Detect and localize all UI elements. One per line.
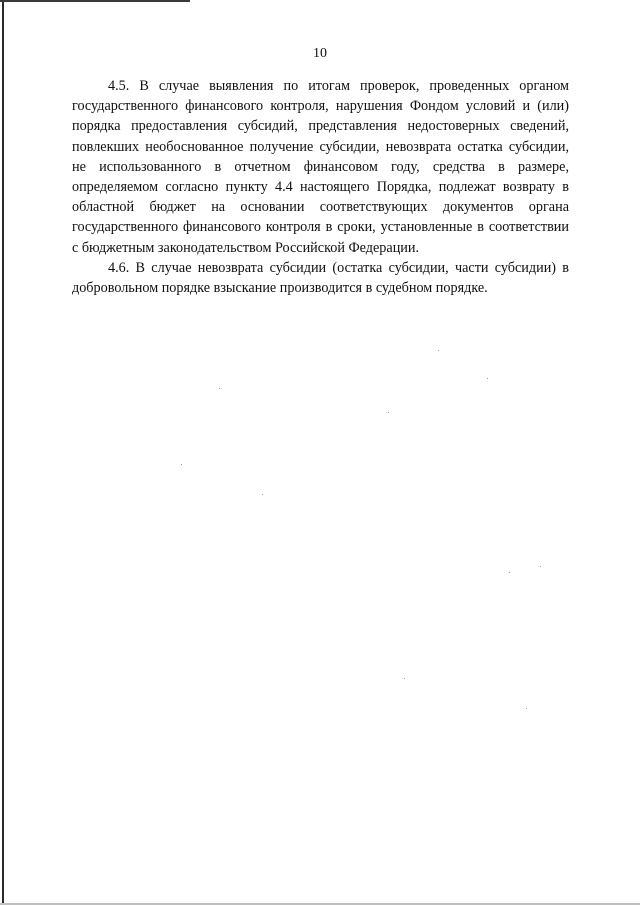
- scan-left-edge: [2, 0, 4, 905]
- document-body: [72, 76, 569, 298]
- scan-top-edge: [0, 0, 190, 2]
- scan-speck: [487, 378, 488, 379]
- scan-speck: [540, 566, 541, 567]
- scan-speck: [262, 494, 263, 495]
- scan-speck: [388, 412, 389, 413]
- scan-speck: [219, 388, 220, 389]
- page-number: 10: [313, 46, 327, 61]
- paragraph-4-5: 4.5. В случае выявления по итогам проверок, проведенных органом государственного финансового контроля, нарушения Фондом условий и (или) порядка предоставления субсидий, представления недостоверных сведений, повлекших необоснованное получение субсидии, невозврата остатка субсидии, не использованного в отчетном финансовом году, средства в размере, определяемом согласно пункту 4.4 настоящего Порядка, подлежат возврату в областной бюджет на основании соответствующих документов органа государственного финансового контроля в сроки, установленные в соответствии с бюджетным законодательством Российской Федерации.: [72, 78, 569, 256]
- paragraph-4-6: 4.6. В случае невозврата субсидии (остатка субсидии, части субсидии) в добровольном порядке взыскание производится в судебном порядке.: [72, 259, 569, 297]
- scan-speck: [404, 678, 405, 679]
- scan-speck: [509, 572, 510, 573]
- scan-speck: [438, 350, 439, 351]
- scan-speck: [181, 464, 182, 465]
- scan-speck: [526, 708, 527, 709]
